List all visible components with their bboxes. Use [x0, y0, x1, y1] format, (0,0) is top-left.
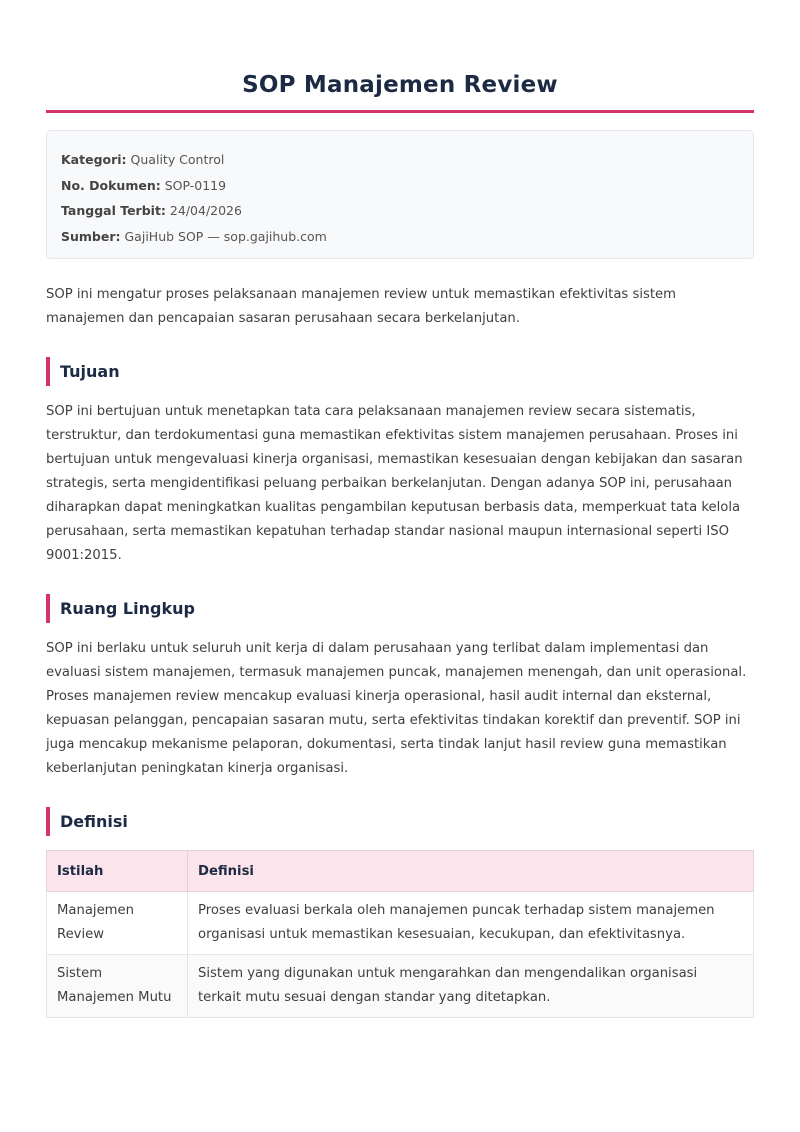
- intro-paragraph: SOP ini mengatur proses pelaksanaan manajemen review untuk memastikan efektivitas sistem manajemen dan pencapaian sasaran perusahaan secara berkelanjutan.: [46, 287, 677, 326]
- title-divider: [46, 110, 754, 113]
- meta-kategori-value: Quality Control: [130, 152, 225, 167]
- section-title-tujuan: Tujuan: [60, 362, 120, 381]
- table-cell-term: Sistem Manajemen Mutu: [47, 955, 188, 1018]
- meta-sumber-label: Sumber:: [61, 229, 121, 245]
- section-accent-bar: [46, 807, 50, 836]
- meta-nomor-label: No. Dokumen:: [61, 177, 161, 193]
- section-accent-bar: [46, 357, 50, 386]
- document-page: [46, 0, 754, 1018]
- table-cell-definition: Proses evaluasi berkala oleh manajemen puncak terhadap sistem manajemen organisasi untuk memastikan kesesuaian, kecukupan, dan efektivitasnya.: [188, 892, 754, 955]
- table-header-term: Istilah: [47, 851, 188, 892]
- meta-sumber: [61, 224, 739, 250]
- meta-tanggal-label: Tanggal Terbit:: [61, 203, 166, 219]
- section-heading-tujuan: [46, 357, 754, 386]
- section-title-ruang-lingkup: Ruang Lingkup: [60, 599, 195, 618]
- section-body-ruang-lingkup: SOP ini berlaku untuk seluruh unit kerja di dalam perusahaan yang terlibat dalam implementasi dan evaluasi sistem manajemen, termasuk manajemen puncak, manajemen menengah, dan unit operasional. Proses manajemen review mencakup evaluasi kinerja operasional, hasil audit internal dan eksternal, kepuasan pelanggan, pencapaian sasaran mutu, serta efektivitas tindakan korektif dan preventif. SOP ini juga mencakup mekanisme pelaporan, dokumentasi, serta tindak lanjut hasil review guna memastikan keberlanjutan peningkatan kinerja organisasi.: [46, 641, 747, 776]
- section-accent-bar: [46, 594, 50, 623]
- meta-tanggal-value: 24/04/2026: [169, 203, 242, 219]
- meta-nomor: [61, 173, 739, 199]
- section-heading-ruang-lingkup: [46, 594, 754, 623]
- section-title-definisi: Definisi: [60, 812, 128, 831]
- table-cell-definition: Sistem yang digunakan untuk mengarahkan dan mengendalikan organisasi terkait mutu sesuai dengan standar yang ditetapkan.: [188, 955, 754, 1018]
- page-title: SOP Manajemen Review: [242, 72, 558, 98]
- table-row: [47, 892, 754, 955]
- table-cell-term: Manajemen Review: [47, 892, 188, 955]
- table-header-definition: Definisi: [188, 851, 754, 892]
- section-heading-definisi: [46, 807, 754, 836]
- table-row: [47, 955, 754, 1018]
- definitions-table: [46, 850, 754, 1018]
- meta-kategori: [61, 147, 739, 173]
- table-header-row: [47, 851, 754, 892]
- section-body-tujuan: SOP ini bertujuan untuk menetapkan tata cara pelaksanaan manajemen review secara sistematis, terstruktur, dan terdokumentasi guna memastikan efektivitas sistem manajemen perusahaan. Proses ini bertujuan untuk mengevaluasi kinerja organisasi, memastikan kesesuaian dengan kebijakan dan sasaran strategis, serta mengidentifikasi peluang perbaikan berkelanjutan. Dengan adanya SOP ini, perusahaan diharapkan dapat meningkatkan kualitas pengambilan keputusan berbasis data, memperkuat tata kelola perusahaan, serta memastikan kepatuhan terhadap standar nasional maupun internasional seperti ISO 9001:2015.: [46, 404, 743, 563]
- meta-tanggal: [61, 198, 739, 224]
- meta-sumber-value: GajiHub SOP — sop.gajihub.com: [124, 229, 327, 245]
- meta-nomor-value: SOP-0119: [164, 177, 227, 193]
- meta-kategori-label: Kategori:: [61, 152, 127, 167]
- metadata-box: [46, 130, 754, 259]
